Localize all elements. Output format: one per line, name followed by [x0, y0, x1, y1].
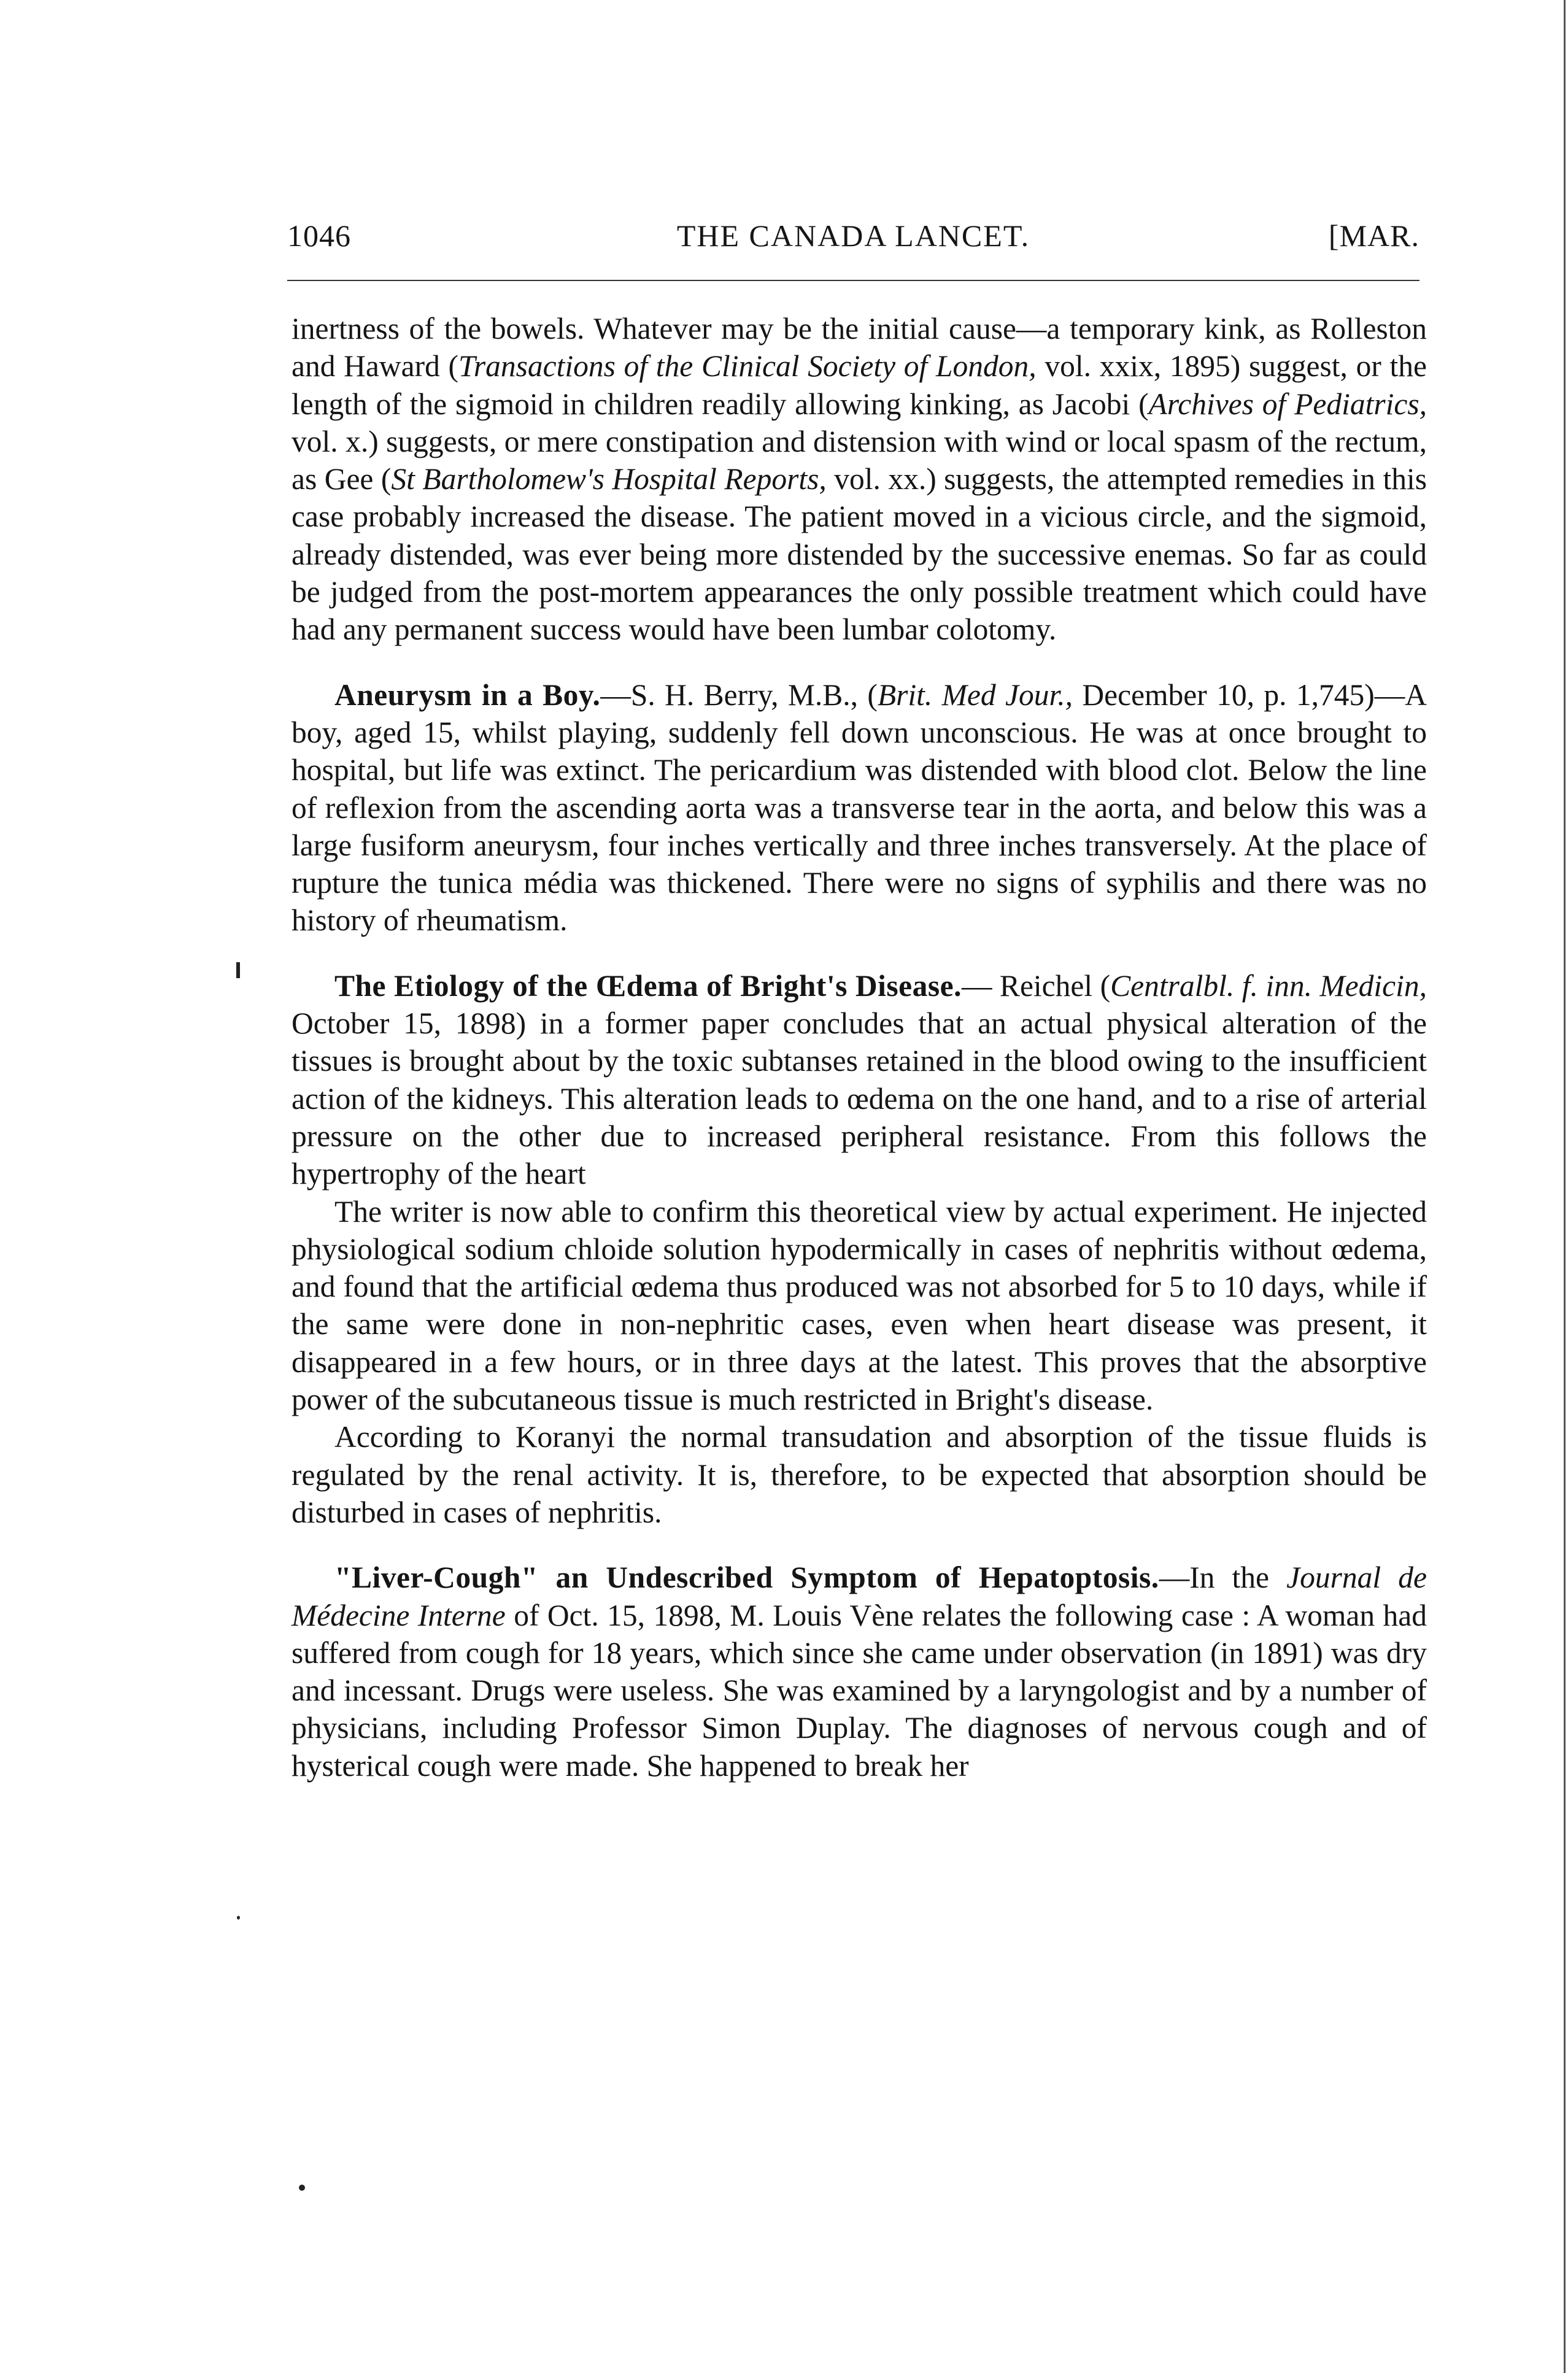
oedema-paragraph-3: According to Koranyi the normal transudation and absorption of the tissue fluids is regulated by the renal activity. It is, therefore, to be expected that absorption should be disturbed in cases of nephritis.: [292, 1420, 1427, 1529]
citation-italic: Journal de Médecine Interne: [292, 1561, 1427, 1632]
continuation-paragraph: [292, 310, 1427, 649]
text-run: vol. xx.) suggests, the attempted remedies in this case probably increased the disease. The patient moved in a vicious circle, and the sigmoid, already distended, was ever being more distended by the successive enemas. So far as could be judged from the post-mortem appearances the only possible treatment which could have had any permanent success would have been lumbar colotomy.: [292, 462, 1427, 647]
section-heading-aneurysm: Aneurysm in a Boy.: [334, 677, 601, 712]
margin-mark: [237, 1916, 240, 1920]
citation-italic: Archives of Pediatrics,: [1148, 387, 1427, 421]
text-run: October 15, 1898) in a former paper concludes that an actual physical alteration of the tissues is brought about by the toxic subtanses retained in the blood owing to the insufficient action of the kidneys. This alteration leads to œdema on the one hand, and to a rise of arterial pressure on the other due to increased peripheral resistance. From this follows the hypertrophy of the heart: [292, 1006, 1427, 1191]
text-run: vol. xxix, 1895) suggest, or the length of the sigmoid in children readily allowing kinking, as Jacobi (: [292, 349, 1427, 421]
text-run: December 10, p. 1,745)—A boy, aged 15, whilst playing, suddenly fell down unconscious. He was at once brought to hospital, but life was extinct. The pericardium was distended with blood clot. Below the line of reflexion from the ascending aorta was a transverse tear in the aorta, and below this was a large fusiform aneurysm, four inches vertically and three inches transversely. At the place of rupture the tunica média was thickened. There were no signs of syphilis and there was no history of rheumatism.: [292, 677, 1427, 938]
aneurysm-paragraph: [292, 676, 1427, 940]
page-number: 1046: [287, 218, 351, 253]
running-header-month: [MAR.: [1328, 218, 1419, 253]
text-run: vol. x.) suggests, or mere constipation and distension with wind or local spasm of the rectum, as Gee (: [292, 424, 1427, 496]
text-run: of Oct. 15, 1898, M. Louis Vène relates the following case : A woman had suffered from cough for 18 years, which since she came under observation (in 1891) was dry and incessant. Drugs were useless. She was examined by a laryngologist and by a number of physicians, including Professor Simon Duplay. The diagnoses of nervous cough and of hysterical cough were made. She happened to break her: [292, 1598, 1427, 1783]
citation-italic: St Bartholomew's Hospital Reports,: [391, 462, 827, 496]
oedema-paragraph: [292, 967, 1427, 1193]
oedema-paragraph-2: The writer is now able to confirm this theoretical view by actual experiment. He injected physiological sodium chloide solution hypodermically in cases of nephritis without œdema, and found that the artificial œdema thus produced was not absorbed for 5 to 10 days, while if the same were done in non-nephritic cases, even when heart disease was present, it disappeared in a few hours, or in three days at the latest. This proves that the absorptive power of the subcutaneous tissue is much restricted in Bright's disease.: [292, 1194, 1427, 1417]
text-run: — Reichel (: [961, 968, 1111, 1003]
citation-italic: Centralbl. f. inn. Medicin,: [1110, 968, 1427, 1003]
citation-italic: Transactions of the Clinical Society of London,: [458, 349, 1037, 384]
liver-cough-paragraph: [292, 1559, 1427, 1785]
citation-italic: Brit. Med Jour.,: [877, 677, 1073, 712]
text-run: inertness of the bowels. Whatever may be the initial cause—a temporary kink, as Rolleston and Haward (: [292, 312, 1427, 384]
margin-mark: [236, 962, 240, 978]
section-heading-oedema: The Etiology of the Œdema of Bright's Disease.: [334, 968, 962, 1003]
journal-title: THE CANADA LANCET.: [676, 218, 1030, 253]
running-header: [287, 218, 1419, 261]
text-run: —In the: [1159, 1561, 1287, 1595]
page-body: [292, 310, 1427, 1785]
margin-mark: [299, 2185, 305, 2191]
section-heading-liver-cough: "Liver-Cough" an Undescribed Symptom of Hepatoptosis.: [334, 1561, 1159, 1595]
header-rule: [287, 280, 1419, 281]
text-run: —S. H. Berry, M.B., (: [600, 677, 878, 712]
scan-edge: [1564, 0, 1566, 2373]
